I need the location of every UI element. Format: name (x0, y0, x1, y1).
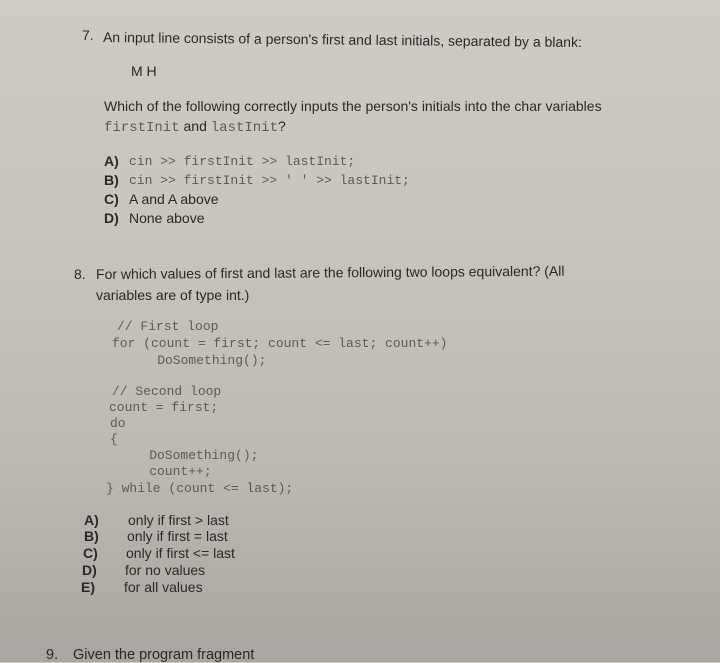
q7-option-d-letter: D) (104, 210, 119, 226)
q9-number: 9. (46, 647, 59, 663)
q8-code2-line5: DoSomething(); (118, 448, 259, 463)
q7-option-c-letter: C) (104, 191, 119, 207)
q7-question-line2 (104, 118, 286, 136)
q7-option-a-letter: A) (104, 153, 119, 169)
q8-option-b-letter: B) (84, 528, 99, 544)
q8-code2-line6: count++; (118, 464, 212, 479)
q8-code1-line2: for (count = first; count <= last; count++) (112, 336, 448, 351)
q7-and: and (183, 118, 207, 134)
q9-text: Given the program fragment (73, 647, 255, 663)
q8-code2-line2: count = first; (109, 400, 219, 415)
q7-option-b-text: cin >> firstInit >> ' ' >> lastInit; (129, 173, 410, 188)
q7-text: An input line consists of a person's first and last initials, separated by a blank: (102, 29, 582, 51)
q8-code1-line1: // First loop (117, 319, 219, 334)
q7-question-line1: Which of the following correctly inputs the person's initials into the char variables (104, 98, 602, 114)
q7-sample-input: M H (131, 63, 157, 79)
q7-option-d-text: None above (129, 210, 205, 226)
q8-option-c-letter: C) (83, 545, 98, 561)
q8-code2-line1: // Second loop (112, 384, 222, 399)
q8-option-d-letter: D) (82, 562, 97, 578)
q8-line1: For which values of first and last are the following two loops equivalent? (All (95, 262, 565, 282)
q8-code2-line7: } while (count <= last); (106, 481, 294, 496)
q7-option-c-text: A and A above (129, 191, 219, 207)
q7-var-firstinit: firstInit (104, 120, 180, 136)
q8-number: 8. (74, 266, 86, 282)
q8-option-c-text: only if first <= last (126, 545, 235, 561)
q8-option-e-text: for all values (124, 579, 203, 595)
q8-option-d-text: for no values (125, 562, 206, 578)
q8-code2-line4: { (110, 432, 118, 447)
q7-option-a-text: cin >> firstInit >> lastInit; (129, 154, 356, 169)
q8-line2: variables are of type int.) (96, 287, 250, 303)
q8-option-e-letter: E) (81, 579, 95, 595)
q7-var-lastinit: lastInit (210, 120, 278, 136)
q7-number: 7. (82, 27, 94, 43)
q7-option-b-letter: B) (104, 172, 119, 188)
q8-option-a-text: only if first > last (128, 512, 229, 528)
q7-qmark: ? (277, 118, 286, 134)
q8-option-b-text: only if first = last (127, 528, 228, 544)
q8-code1-line3: DoSomething(); (126, 353, 267, 368)
q8-code2-line3: do (110, 416, 126, 431)
q8-option-a-letter: A) (84, 512, 99, 528)
